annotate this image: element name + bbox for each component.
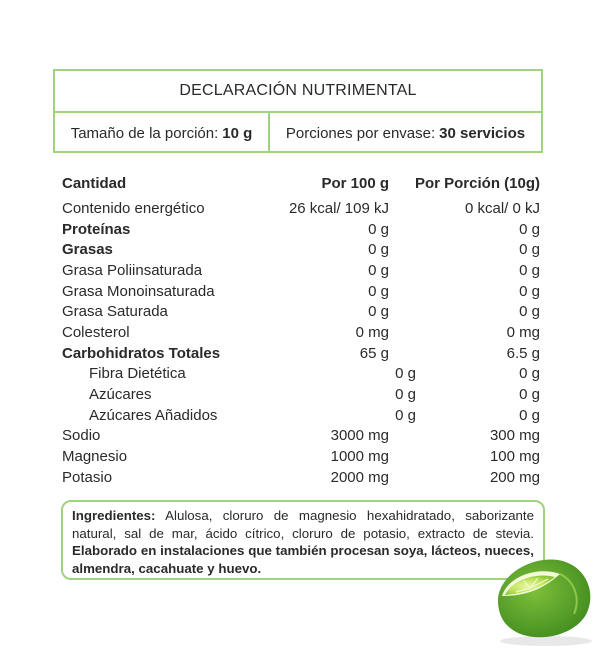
table-row bbox=[62, 322, 540, 343]
header-quantity: Cantidad bbox=[62, 174, 127, 192]
nutrient-per-100g: 1000 mg bbox=[330, 448, 389, 466]
nutrient-name: Carbohidratos Totales bbox=[62, 344, 221, 362]
nutrient-per-100g: 65 g bbox=[359, 344, 389, 362]
nutrient-per-100g: 26 kcal/ 109 kJ bbox=[288, 199, 389, 217]
nutrient-per-serving: 0 g bbox=[519, 282, 540, 300]
serving-size-label: Tamaño de la porción: bbox=[70, 124, 219, 142]
nutrient-per-serving: 100 mg bbox=[489, 448, 540, 466]
nutrient-per-serving: 0 g bbox=[519, 406, 540, 424]
nutrient-per-100g: 0 g bbox=[368, 261, 389, 279]
nutrient-name: Proteínas bbox=[62, 220, 131, 238]
header-per-serving: Por Porción (10g) bbox=[414, 174, 540, 192]
table-row bbox=[62, 239, 540, 260]
nutrient-per-100g: 0 g bbox=[368, 241, 389, 259]
nutrient-per-serving: 0 g bbox=[519, 261, 540, 279]
nutrient-per-serving: 0 g bbox=[519, 386, 540, 404]
ingredients-label: Ingredientes: bbox=[72, 508, 156, 523]
lime-slice-image bbox=[488, 548, 598, 648]
nutrient-per-100g: 0 g bbox=[368, 220, 389, 238]
nutrient-per-serving: 0 mg bbox=[506, 323, 540, 341]
nutrient-per-100g: 0 mg bbox=[355, 323, 389, 341]
nutrient-per-serving: 0 g bbox=[519, 303, 540, 321]
nutrient-per-serving: 6.5 g bbox=[506, 344, 540, 362]
nutrient-per-serving: 0 kcal/ 0 kJ bbox=[464, 199, 540, 217]
nutrient-name: Grasa Saturada bbox=[62, 303, 168, 321]
nutrient-name: Fibra Dietética bbox=[89, 365, 186, 383]
nutrient-per-100g: 2000 mg bbox=[330, 468, 389, 486]
nutrient-name: Magnesio bbox=[62, 448, 128, 466]
table-row bbox=[62, 384, 540, 405]
table-row bbox=[62, 467, 540, 488]
nutrition-header-box bbox=[53, 69, 543, 153]
nutrient-per-100g: 0 g bbox=[395, 365, 416, 383]
servings-per-package-label: Porciones por envase: bbox=[285, 124, 436, 142]
nutrient-per-100g: 0 g bbox=[368, 282, 389, 300]
servings-per-package-cell bbox=[270, 113, 541, 153]
ingredients-text: Alulosa, cloruro de magnesio hexahidratado, saborizante natural, sal de mar, ácido cítrico, cloruro de potasio, extracto de stevia. bbox=[72, 508, 534, 541]
nutrient-name: Contenido energético bbox=[62, 199, 205, 217]
nutrient-name: Potasio bbox=[62, 468, 113, 486]
allergen-statement: Elaborado en instalaciones que también procesan soya, lácteos, nueces, almendra, cacahuate y huevo. bbox=[72, 543, 534, 576]
nutrition-table bbox=[62, 170, 540, 488]
nutrient-per-100g: 3000 mg bbox=[330, 427, 389, 445]
nutrient-name: Grasa Monoinsaturada bbox=[62, 282, 215, 300]
nutrient-per-serving: 0 g bbox=[519, 220, 540, 238]
nutrient-per-serving: 0 g bbox=[519, 241, 540, 259]
nutrient-name: Sodio bbox=[62, 427, 101, 445]
table-row bbox=[62, 405, 540, 426]
page-title: DECLARACIÓN NUTRIMENTAL bbox=[55, 71, 541, 113]
servings-per-package-value: 30 servicios bbox=[439, 124, 526, 142]
ingredients-box bbox=[61, 500, 545, 580]
table-row bbox=[62, 219, 540, 240]
nutrient-name: Grasa Poliinsaturada bbox=[62, 261, 203, 279]
table-row bbox=[62, 426, 540, 447]
nutrient-name: Azúcares Añadidos bbox=[89, 406, 218, 424]
nutrient-per-100g: 0 g bbox=[368, 303, 389, 321]
nutrient-name: Grasas bbox=[62, 241, 113, 259]
table-row bbox=[62, 446, 540, 467]
table-row bbox=[62, 364, 540, 385]
serving-size-cell bbox=[55, 113, 270, 153]
nutrient-per-100g: 0 g bbox=[395, 406, 416, 424]
nutrient-per-serving: 0 g bbox=[519, 365, 540, 383]
table-row bbox=[62, 343, 540, 364]
nutrient-per-serving: 200 mg bbox=[489, 468, 540, 486]
nutrient-name: Azúcares bbox=[89, 386, 152, 404]
table-row bbox=[62, 198, 540, 219]
serving-size-value: 10 g bbox=[222, 124, 253, 142]
table-row bbox=[62, 301, 540, 322]
serving-info-row bbox=[55, 113, 541, 153]
table-row bbox=[62, 281, 540, 302]
nutrient-name: Colesterol bbox=[62, 323, 130, 341]
nutrient-per-100g: 0 g bbox=[395, 386, 416, 404]
table-row bbox=[62, 260, 540, 281]
header-per-100g: Por 100 g bbox=[321, 174, 389, 192]
table-header-row bbox=[62, 170, 540, 196]
nutrient-per-serving: 300 mg bbox=[489, 427, 540, 445]
